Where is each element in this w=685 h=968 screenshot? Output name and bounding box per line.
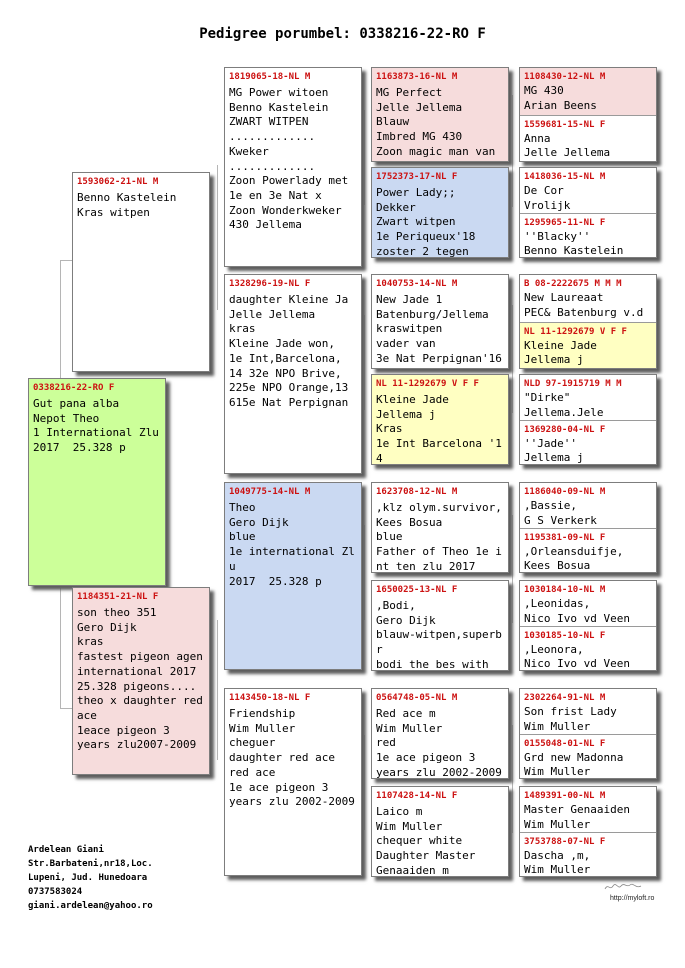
pedigree-card-ggg-pair-4[interactable] (519, 374, 657, 465)
pigeon-description: Kleine Jade Jellema j Kras 1e Int Barcelona '1 4 (376, 393, 502, 465)
pigeon-description: MG Perfect Jelle Jellema Blauw Imbred MG 430 Zoon magic man van (376, 86, 496, 158)
ggg-entry[interactable]: 1295965-11-NL F ''Blacky'' Benno Kastelein (520, 213, 656, 258)
ggg-entry[interactable]: 1195381-09-NL F ,Orleansduifje, Kees Bosua (520, 528, 656, 573)
ring-number: NLD 97-1915719 M M (524, 379, 622, 389)
ring-number: 1295965-11-NL F (524, 217, 606, 228)
pedigree-card-ggg-pair-8[interactable] (519, 786, 657, 877)
ring-number: NL 11-1292679 V F F (524, 326, 627, 337)
ring-number: 3753788-07-NL F (524, 836, 606, 847)
pedigree-card-ggg-pair-3[interactable] (519, 274, 657, 369)
ring-number: 1049775-14-NL M (229, 487, 311, 497)
ring-number: 0338216-22-RO F (33, 383, 115, 393)
ggg-entry[interactable]: 0155048-01-NL F Grd new Madonna Wim Muller (520, 734, 656, 779)
ring-number: 1195381-09-NL F (524, 532, 606, 543)
ring-number: 1184351-21-NL F (77, 592, 159, 602)
pedigree-card-gg-7[interactable] (371, 688, 509, 779)
ring-number: 1163873-16-NL M (376, 72, 458, 82)
ring-number: 2302264-91-NL M (524, 693, 606, 703)
pedigree-card-granddam-maternal[interactable] (224, 688, 362, 876)
ggg-entry[interactable]: 1489391-00-NL M Master Genaaiden Wim Muller (520, 787, 656, 832)
pigeon-description: Benno Kastelein Kras witpen (77, 191, 177, 219)
ggg-entry[interactable]: 1418036-15-NL M De Cor Vrolijk (520, 168, 656, 213)
ggg-entry[interactable]: 1030185-10-NL F ,Leonora, Nico Ivo vd Veen (520, 626, 656, 671)
pedigree-card-gg-4[interactable] (371, 374, 509, 465)
pedigree-card-sire[interactable] (72, 172, 210, 372)
ring-number: 1328296-19-NL F (229, 279, 311, 289)
ggg-entry[interactable]: 1559681-15-NL F Anna Jelle Jellema (520, 115, 656, 162)
pedigree-card-dam[interactable] (72, 587, 210, 775)
pedigree-card-gg-5[interactable] (371, 482, 509, 573)
owner-name: Ardelean Giani (28, 845, 104, 855)
credit-link[interactable]: http://myloft.ro (610, 895, 655, 902)
pedigree-card-grandsire-paternal[interactable] (224, 67, 362, 267)
ring-number: 1489391-00-NL M (524, 791, 606, 801)
ggg-entry[interactable]: B 08-2222675 M M M New Laureaat PEC& Batenburg v.d (520, 275, 656, 322)
ring-number: 0564748-05-NL M (376, 693, 458, 703)
pigeon-description: Power Lady;; Dekker Zwart witpen 1e Periqueux'18 zoster 2 tegen (376, 186, 476, 258)
pedigree-card-ggg-pair-6[interactable] (519, 580, 657, 671)
ring-number: 1369280-04-NL F (524, 424, 606, 435)
ring-number: 1593062-21-NL M (77, 177, 159, 187)
ring-number: 1559681-15-NL F (524, 119, 606, 130)
pigeon-description: daughter Kleine Ja Jelle Jellema kras Kleine Jade won, 1e Int,Barcelona, 14 32e NPO Brive, 225e NPO Orange,13 615e Nat Perpignan (229, 293, 349, 409)
owner-address-line: Lupeni, Jud. Hunedoara (28, 873, 148, 883)
pedigree-card-ggg-pair-7[interactable] (519, 688, 657, 779)
pedigree-card-gg-6[interactable] (371, 580, 509, 671)
ggg-entry[interactable]: 1108430-12-NL M MG 430 Arian Beens (520, 68, 656, 115)
pigeon-description: ,Bodi, Gero Dijk blauw-witpen,superb r bodi the bes with (376, 599, 502, 671)
ring-number: 1030184-10-NL M (524, 585, 606, 595)
pedigree-card-gg-1[interactable] (371, 67, 509, 162)
pigeon-description: Theo Gero Dijk blue 1e international Zl u 2017 25.328 p (229, 501, 355, 588)
pedigree-card-gg-8[interactable] (371, 786, 509, 877)
ring-number: NL 11-1292679 V F F (376, 379, 479, 389)
owner-contact (28, 843, 153, 913)
ggg-entry[interactable]: 1186040-09-NL M ,Bassie, G S Verkerk (520, 483, 656, 528)
owner-email[interactable]: giani.ardelean@yahoo.ro (28, 901, 153, 911)
ring-number: 1819065-18-NL M (229, 72, 311, 82)
owner-address-line: Str.Barbateni,nr18,Loc. (28, 859, 153, 869)
pigeon-description: New Jade 1 Batenburg/Jellema kraswitpen vader van 3e Nat Perpignan'16 (376, 293, 502, 365)
owner-phone: 0737583024 (28, 887, 83, 897)
pedigree-card-gg-3[interactable] (371, 274, 509, 369)
ring-number: 1186040-09-NL M (524, 487, 606, 497)
pigeon-description: Red ace m Wim Muller red 1e ace pigeon 3 years zlu 2002-2009 (376, 707, 502, 779)
ggg-entry[interactable]: NL 11-1292679 V F F Kleine Jade Jellema j (520, 322, 656, 369)
ring-number: 1143450-18-NL F (229, 693, 311, 703)
ring-number: 1623708-12-NL M (376, 487, 458, 497)
pedigree-card-grandsire-maternal[interactable] (224, 482, 362, 670)
pigeon-description: Friendship Wim Muller cheguer daughter red ace red ace 1e ace pigeon 3 years zlu 2002-2009 (229, 707, 355, 809)
page-title: Pedigree porumbel: 0338216-22-RO F (199, 26, 486, 42)
pedigree-card-gg-2[interactable] (371, 167, 509, 258)
ring-number: 0155048-01-NL F (524, 738, 606, 749)
ring-number: 1107428-14-NL F (376, 791, 458, 801)
pigeon-description: Gut pana alba Nepot Theo 1 International Zlu 2017 25.328 p (33, 397, 159, 455)
pedigree-card-granddam-paternal[interactable] (224, 274, 362, 474)
pedigree-card-ggg-pair-5[interactable] (519, 482, 657, 573)
pedigree-card-ggg-pair-2[interactable] (519, 167, 657, 258)
pigeon-description: Laico m Wim Muller chequer white Daughter Master Genaaiden m (376, 805, 476, 877)
pigeon-description: son theo 351 Gero Dijk kras fastest pigeon agen international 2017 25.328 pigeons.... theo x daughter red ace 1eace pigeon 3 years zlu2007-2009 (77, 606, 203, 752)
ring-number: B 08-2222675 M M M (524, 279, 622, 289)
pigeon-description: MG Power witoen Benno Kastelein ZWART WITPEN ............. Kweker ............. Zoon Powerlady met 1e en 3e Nat x Zoon Wonderkweker 430 Jellema (229, 86, 349, 232)
ggg-entry[interactable]: 3753788-07-NL F Dascha ,m, Wim Muller (520, 832, 656, 877)
pedigree-card-subject[interactable] (28, 378, 166, 586)
pedigree-card-ggg-pair-1[interactable] (519, 67, 657, 162)
ring-number: 1108430-12-NL M (524, 72, 606, 82)
ring-number: 1030185-10-NL F (524, 630, 606, 641)
ggg-entry[interactable]: 1369280-04-NL F ''Jade'' Jellema j (520, 420, 656, 465)
ring-number: 1418036-15-NL M (524, 172, 606, 182)
signature-icon (604, 882, 642, 892)
ggg-entry[interactable]: 1030184-10-NL M ,Leonidas, Nico Ivo vd Veen (520, 581, 656, 626)
ggg-entry[interactable]: NLD 97-1915719 M M "Dirke" Jellema.Jele (520, 375, 656, 420)
ggg-entry[interactable]: 2302264-91-NL M Son frist Lady Wim Muller (520, 689, 656, 734)
ring-number: 1650025-13-NL F (376, 585, 458, 595)
ring-number: 1040753-14-NL M (376, 279, 458, 289)
ring-number: 1752373-17-NL F (376, 172, 458, 182)
pigeon-description: ,klz olym.survivor, Kees Bosua blue Father of Theo 1e i nt ten zlu 2017 (376, 501, 502, 573)
